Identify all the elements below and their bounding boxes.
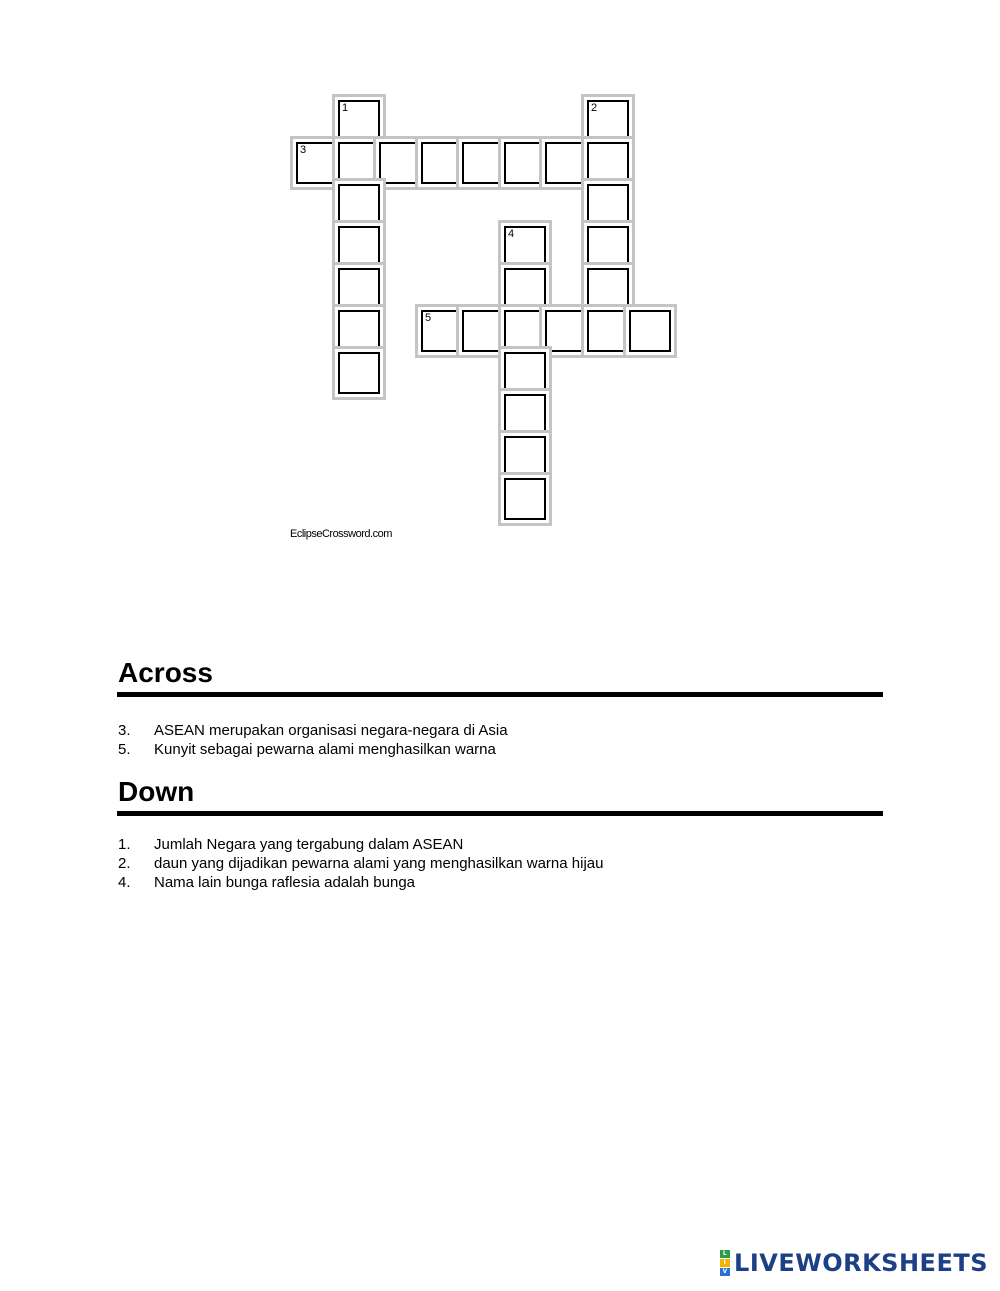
across-divider: [117, 692, 883, 697]
crossword-grid: [0, 0, 1000, 560]
cell-r3-c5[interactable]: [504, 226, 546, 268]
cell-r1-c7[interactable]: [587, 142, 629, 184]
cell-r5-c5[interactable]: [504, 310, 546, 352]
cell-r2-c7[interactable]: [587, 184, 629, 226]
down-title: Down: [118, 776, 195, 807]
logo-block: L: [720, 1250, 730, 1258]
clue-item-number: 2.: [118, 855, 131, 872]
cell-r6-c5[interactable]: [504, 352, 546, 394]
clue-item-number: 3.: [118, 722, 131, 739]
liveworksheets-logo: [720, 1249, 988, 1277]
clue-number: 3: [300, 144, 307, 156]
clue-number: 2: [591, 102, 598, 114]
cell-r1-c5[interactable]: [504, 142, 546, 184]
cell-r4-c5[interactable]: [504, 268, 546, 310]
cell-r4-c1[interactable]: [338, 268, 380, 310]
down-divider: [117, 811, 883, 816]
clue-item-text: Jumlah Negara yang tergabung dalam ASEAN: [154, 836, 464, 853]
cell-r7-c5[interactable]: [504, 394, 546, 436]
across-clue-list: [118, 721, 508, 759]
logo-block: V: [720, 1268, 730, 1276]
cell-r1-c4[interactable]: [462, 142, 504, 184]
clue-item-number: 4.: [118, 874, 131, 891]
cell-r1-c6[interactable]: [545, 142, 587, 184]
across-title: Across: [118, 657, 213, 688]
liveworksheets-logo-icon: [720, 1250, 730, 1276]
cell-r0-c7[interactable]: [587, 100, 629, 142]
logo-block: I: [720, 1259, 730, 1267]
cell-r3-c7[interactable]: [587, 226, 629, 268]
clue-item-number: 5.: [118, 741, 131, 758]
cell-r5-c8[interactable]: [629, 310, 671, 352]
clue-item: [118, 740, 508, 759]
brand-text: LIVEWORKSHEETS: [734, 1249, 988, 1277]
clue-number: 4: [508, 228, 515, 240]
clue-item-text: ASEAN merupakan organisasi negara-negara di Asia: [154, 722, 508, 739]
cell-r5-c4[interactable]: [462, 310, 504, 352]
clue-item: [118, 854, 603, 873]
cell-r4-c7[interactable]: [587, 268, 629, 310]
cell-r8-c5[interactable]: [504, 436, 546, 478]
cell-r0-c1[interactable]: [338, 100, 380, 142]
clue-item: [118, 721, 508, 740]
clue-item-text: Nama lain bunga raflesia adalah bunga: [154, 874, 416, 891]
cell-r9-c5[interactable]: [504, 478, 546, 520]
clue-number: 1: [342, 102, 349, 114]
cell-r5-c1[interactable]: [338, 310, 380, 352]
clue-number: 5: [425, 312, 432, 324]
cell-r6-c1[interactable]: [338, 352, 380, 394]
credit-text: EclipseCrossword.com: [290, 528, 392, 540]
clue-item-number: 1.: [118, 836, 131, 853]
cell-r5-c3[interactable]: [421, 310, 463, 352]
down-clue-list: [118, 835, 603, 892]
cell-r5-c6[interactable]: [545, 310, 587, 352]
cell-r1-c3[interactable]: [421, 142, 463, 184]
cell-r2-c1[interactable]: [338, 184, 380, 226]
clue-item: [118, 835, 603, 854]
cell-r3-c1[interactable]: [338, 226, 380, 268]
cell-r5-c7[interactable]: [587, 310, 629, 352]
clue-item: [118, 873, 603, 892]
cell-r1-c0[interactable]: [296, 142, 338, 184]
clue-item-text: Kunyit sebagai pewarna alami menghasilkan warna: [154, 741, 496, 758]
cell-r1-c1[interactable]: [338, 142, 380, 184]
clue-item-text: daun yang dijadikan pewarna alami yang menghasilkan warna hijau: [154, 855, 604, 872]
cell-r1-c2[interactable]: [379, 142, 421, 184]
